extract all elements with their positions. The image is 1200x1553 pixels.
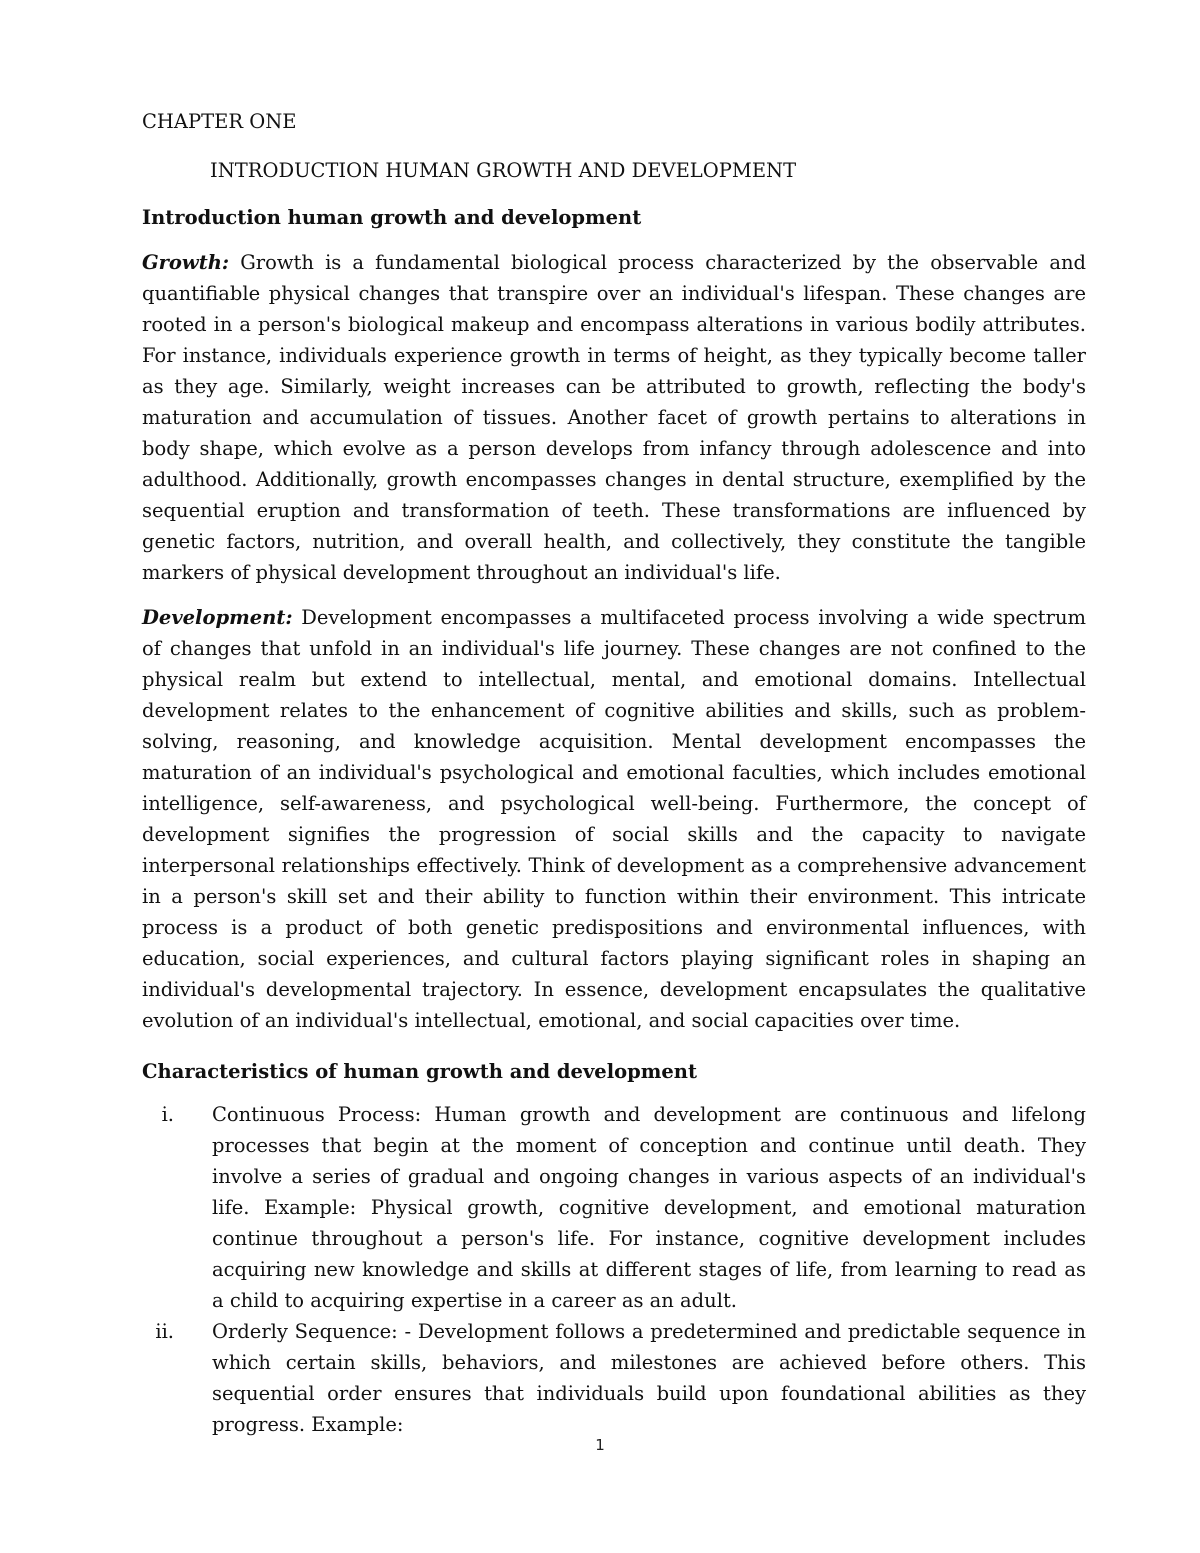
list-item: [142, 1316, 1086, 1440]
growth-paragraph: [142, 247, 1086, 588]
list-item-text: Orderly Sequence: - Development follows a predetermined and predictable sequence in which certain skills, behaviors, and milestones are achieved before others. This sequential order ensures that individuals build upon foundational abilities as they progress. Example:: [212, 1320, 1086, 1436]
growth-text: Growth is a fundamental biological process characterized by the observable and quantifiable physical changes that transpire over an individual's lifespan. These changes are rooted in a person's biological makeup and encompass alterations in various bodily attributes. For instance, individuals experience growth in terms of height, as they typically become taller as they age. Similarly, weight increases can be attributed to growth, reflecting the body's maturation and accumulation of tissues. Another facet of growth pertains to alterations in body shape, which evolve as a person develops from infancy through adolescence and into adulthood. Additionally, growth encompasses changes in dental structure, exemplified by the sequential eruption and transformation of teeth. These transformations are influenced by genetic factors, nutrition, and overall health, and collectively, they constitute the tangible markers of physical development throughout an individual's life.: [142, 251, 1086, 584]
page-number: 1: [595, 1436, 605, 1454]
list-item-numeral: ii.: [155, 1320, 174, 1343]
list-item-text: Continuous Process: Human growth and development are continuous and lifelong processes that begin at the moment of conception and continue until death. They involve a series of gradual and ongoing changes in various aspects of an individual's life. Example: Physical growth, cognitive development, and emotional maturation continue throughout a person's life. For instance, cognitive development includes acquiring new knowledge and skills at different stages of life, from learning to read as a child to acquiring expertise in a career as an adult.: [212, 1103, 1086, 1312]
characteristics-heading: Characteristics of human growth and development: [142, 1060, 697, 1083]
chapter-label: CHAPTER ONE: [142, 110, 297, 133]
page-content: [142, 106, 1086, 1440]
development-term: Development:: [142, 606, 293, 629]
chapter-title: INTRODUCTION HUMAN GROWTH AND DEVELOPMENT: [210, 159, 797, 182]
list-item: [142, 1099, 1086, 1316]
list-item-numeral: i.: [161, 1103, 174, 1126]
growth-term: Growth:: [142, 251, 230, 274]
intro-heading: Introduction human growth and development: [142, 206, 642, 229]
development-text: Development encompasses a multifaceted process involving a wide spectrum of changes that unfold in an individual's life journey. These changes are not confined to the physical realm but extend to intellectual, mental, and emotional domains. Intellectual development relates to the enhancement of cognitive abilities and skills, such as problem-solving, reasoning, and knowledge acquisition. Mental development encompasses the maturation of an individual's psychological and emotional faculties, which includes emotional intelligence, self-awareness, and psychological well-being. Furthermore, the concept of development signifies the progression of social skills and the capacity to navigate interpersonal relationships effectively. Think of development as a comprehensive advancement in a person's skill set and their ability to function within their environment. This intricate process is a product of both genetic predispositions and environmental influences, with education, social experiences, and cultural factors playing significant roles in shaping an individual's developmental trajectory. In essence, development encapsulates the qualitative evolution of an individual's intellectual, emotional, and social capacities over time.: [142, 606, 1086, 1032]
development-paragraph: [142, 602, 1086, 1036]
characteristics-list: [142, 1099, 1086, 1440]
